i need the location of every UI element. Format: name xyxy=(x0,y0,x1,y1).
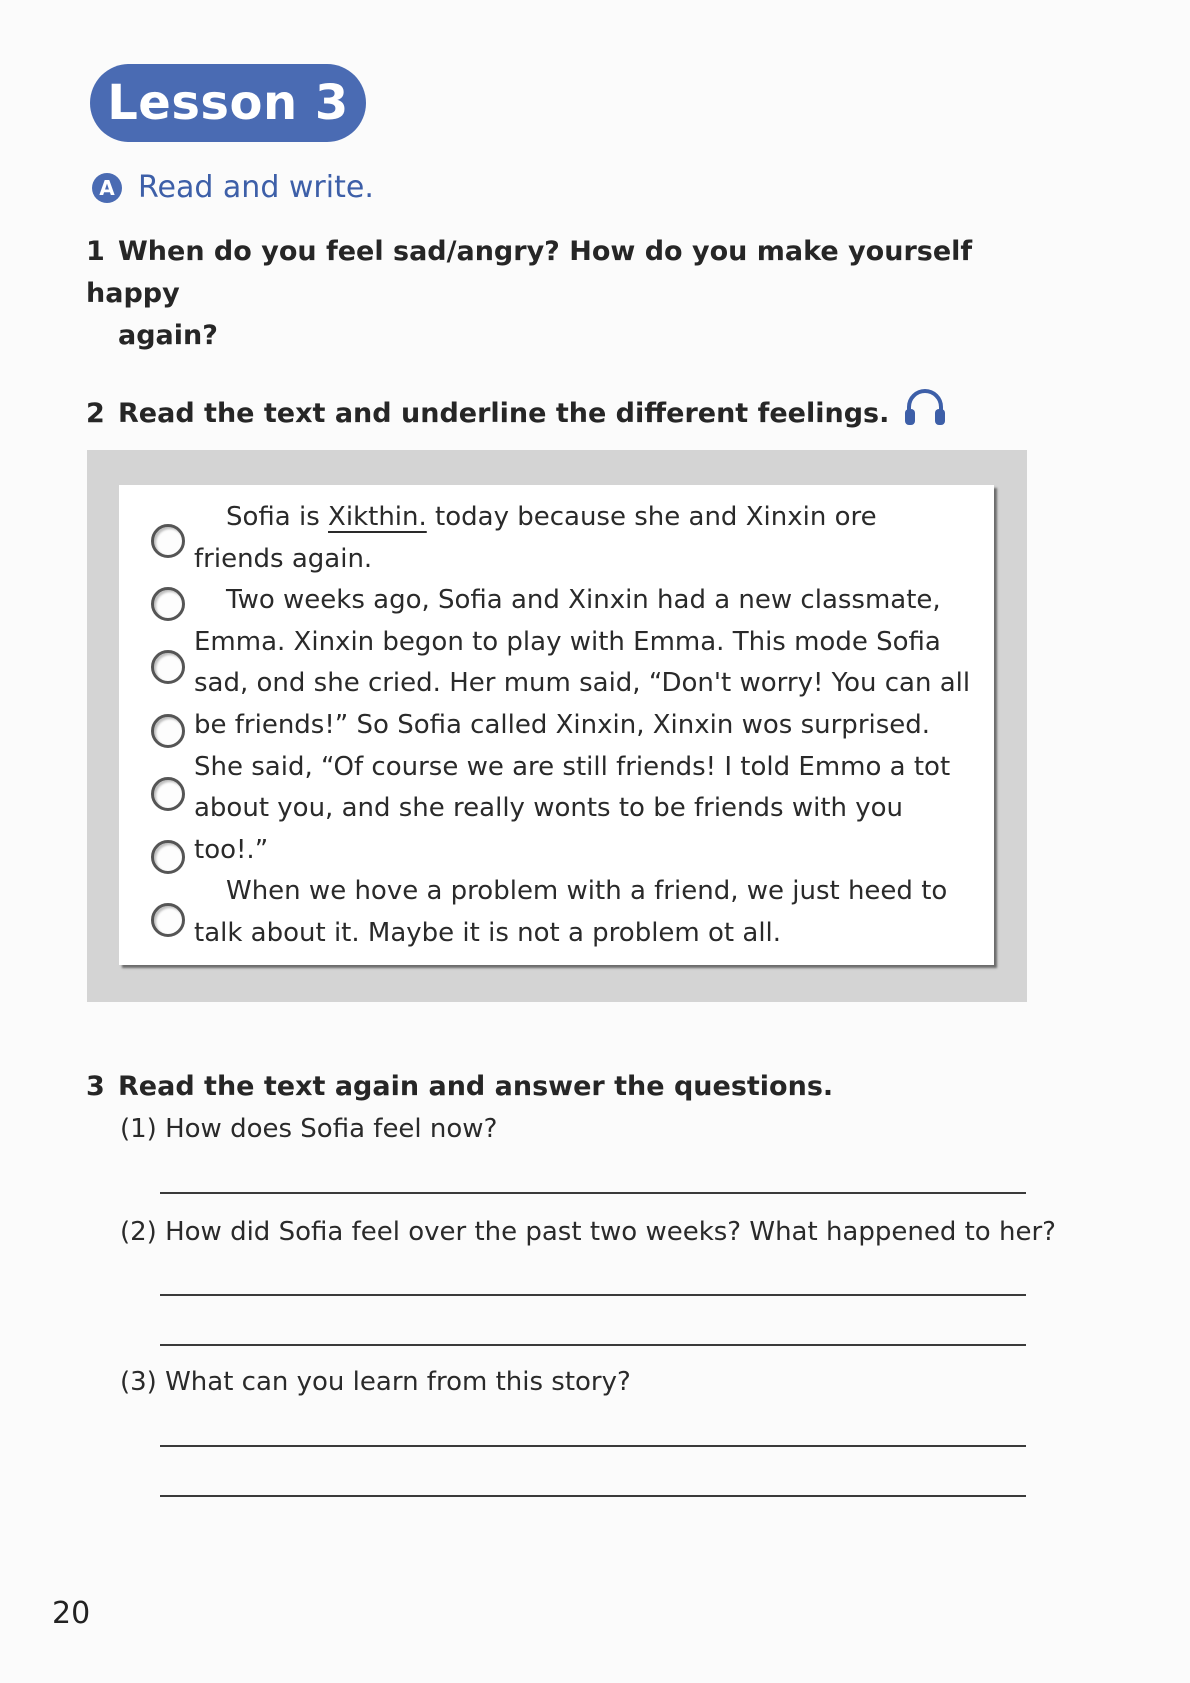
section-title: Read and write. xyxy=(138,170,374,205)
question-1 xyxy=(86,231,1026,357)
sub-question-3: (3) What can you learn from this story? xyxy=(120,1367,631,1397)
story-paragraph-3: When we hove a problem with a friend, we just heed to talk about it. Maybe it is not a problem ot all. xyxy=(194,876,948,948)
underlined-word: Xikthin. xyxy=(328,502,427,532)
story-paragraph-2: Two weeks ago, Sofia and Xinxin had a new classmate, Emma. Xinxin begon to play with Emma. This mode Sofia sad, ond she cried. Her mum said, “Don't worry! You can all be friends!” So Sofia called Xinxin, Xinxin wos surprised. She said, “Of course we are still friends! I told Emmo a tot about you, and she really wonts to be friends with you too!.” xyxy=(194,585,971,865)
binder-hole xyxy=(151,650,185,684)
story-text-span: Sofia is xyxy=(226,502,329,532)
question-1-continuation: again? xyxy=(118,320,218,351)
question-number: 2 xyxy=(86,397,105,429)
question-number: 3 xyxy=(86,1071,105,1102)
headphones-icon[interactable] xyxy=(903,387,947,440)
question-2 xyxy=(86,387,947,440)
section-header xyxy=(92,170,374,205)
binder-hole xyxy=(151,840,185,874)
answer-line[interactable] xyxy=(160,1294,1026,1296)
binder-hole xyxy=(151,524,185,558)
story-text xyxy=(194,497,974,955)
answer-line[interactable] xyxy=(160,1192,1026,1194)
lesson-title: Lesson 3 xyxy=(90,64,366,142)
question-3 xyxy=(86,1066,833,1108)
story-card xyxy=(119,485,994,965)
sub-question-1: (1) How does Sofia feel now? xyxy=(120,1114,498,1144)
question-1-text: When do you feel sad/angry? How do you make yourself happy xyxy=(86,236,973,309)
section-badge: A xyxy=(92,173,122,203)
binder-hole xyxy=(151,777,185,811)
question-number: 1 xyxy=(86,236,105,267)
question-2-text: Read the text and underline the different feelings. xyxy=(118,397,890,429)
binder-hole xyxy=(151,714,185,748)
page-number: 20 xyxy=(52,1596,91,1631)
binder-hole xyxy=(151,903,185,937)
question-3-text: Read the text again and answer the questions. xyxy=(118,1071,834,1102)
sub-question-2: (2) How did Sofia feel over the past two weeks? What happened to her? xyxy=(120,1217,1056,1247)
binder-hole xyxy=(151,587,185,621)
story-paragraph-1 xyxy=(194,497,974,580)
story-text-span: today because she and Xinxin ore friends again. xyxy=(194,502,877,574)
answer-line[interactable] xyxy=(160,1445,1026,1447)
answer-line[interactable] xyxy=(160,1344,1026,1346)
answer-line[interactable] xyxy=(160,1495,1026,1497)
reading-panel xyxy=(87,450,1027,1002)
